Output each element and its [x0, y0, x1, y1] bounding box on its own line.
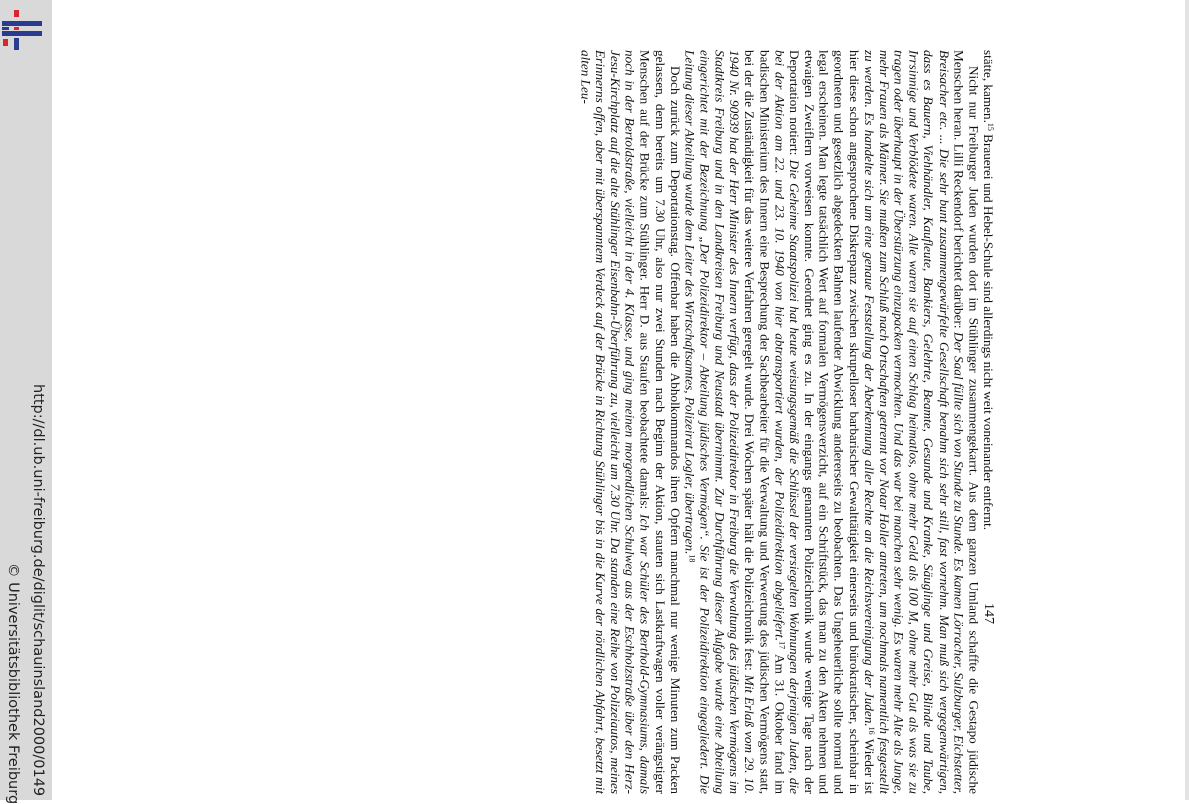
paragraph-1: stätte, kamen.$^{15}$ Brauerei und Hebel-Schule sind allerdings nicht weit voneinander entfernt.: [981, 50, 996, 531]
sidebar: [0, 0, 52, 804]
page-number: 147: [981, 603, 996, 624]
paragraph-2: Nicht nur Freiburger Juden wurden dort im Stühlinger zusammengekarrt. Aus dem ganzen Umland schaffte die Gestapo jüdische Menschen heran. Lilli Reckendorf berichtet darüber: Der Saal füllte sich von Stunde zu Stunde. Es kamen Lörracher, Sulzburger, Eichstetter, Breisacher etc. ... Die sehr bunt zusammengewürfelte Gesellschaft benahm sich sehr still, fast vornehm. Man muß sich vergegenwärtigen, dass es Bauern, Viehhändler, Kaufleute, Bankiers, Gelehrte, Beamte, Gesunde und Kranke, Säuglinge und Greise, Blinde und Taube, Irrsinnige und Verblödete waren. Alle waren sie auf einen Schlag heimatlos, ohne mehr Geld als 100 M, ohne mehr Gut als was sie zu tragen oder überhaupt in der Überstürzung einzupacken vermochten. Und das war bei manchen sehr wenig. Es waren mehr Alte als Junge, mehr Frauen als Männer. Sie mußten zum Schluß nach Ortschaften getrennt vor Notar Holler antreten, um nochmals namentlich festgestellt zu werden. Es handelte sich um eine genaue Feststellung der Aberkennung aller Rechte an die Reichsvereinigung der Juden.$^{16}$ Wieder ist hier diese schon angesprochene Diskrepanz zwischen skrupelloser barbarischer Gewalttätigkeit einerseits und bürokratischer, scheinbar in geordneten und gesetzlich abgedeckten Bahnen laufender Abwicklung andererseits zu beobachten. Das Ungeheuerliche sollte normal und legal erscheinen. Man legte tatsächlich Wert auf formalen Vermögensverzicht, auf ein Schriftstück, das man zu den Akten nehmen und etwaigen Zweiflern vorweisen konnte. Geordnet ging es zu. In der eingangs genannten Polizeichronik wurde wenige Tage nach der Deportation notiert: Die Geheime Staatspolizei hat heute weisungsgemäß die Schlüssel der versiegelten Wohnungen derjenigen Juden, die bei der Aktion am 22. und 23. 10. 1940 von hier abtransportiert wurden, der Polizeidirektion abgeliefert.$^{17}$ Am 31. Oktober fand im badischen Ministerium des Innern eine Besprechung der Sachbearbeiter für die Verwaltung und Verwertung des jüdischen Vermögens statt, bei der die Zuständigkeit für das weitere Verfahren geregelt wurde. Drei Wochen später hält die Polizeichronik fest: Mit Erlaß vom 29. 10. 1940 Nr. 90939 hat der Herr Minister des Innern verfügt, dass der Polizeidirektor in Freiburg die Verwaltung des jüdischen Vermögens im Stadtkreis Freiburg und in den Landkreisen Freiburg und Neustadt übernimmt. Zur Durchführung dieser Aufgabe wurde eine Abteilung eingerichtet mit der Bezeichnung „Der Polizeidirektor – Abteilung jüdisches Vermögen“. Sie ist der Polizeidirektion eingegliedert. Die Leitung dieser Abteilung wurde dem Leiter des Wirtschaftsamtes, Polizeirat Logler, übertragen.$^{18}$: [682, 50, 982, 794]
footnote-ref-16: 16: [866, 726, 876, 735]
university-library-logo: [0, 8, 44, 52]
paragraph-3: Doch zurück zum Deportationstag. Offenbar haben die Abholkommandos ihren Opfern manchmal nur wenige Minuten zum Packen gelassen, denn bereits um 7.30 Uhr, also nur zwei Stunden nach Beginn der Aktion, stauten sich Lastkraftwagen voller verängstigter Menschen auf der Brücke zum Stühlinger. Herr D. aus Staufen beobachtete damals: Ich war Schüler des Berthold-Gymnasiums, damals noch in der Bertoldstraße, vielleicht in der 4. Klasse, und ging meinen morgendlichen Schulweg aus der Eschholzstraße über den Herz-Jesu-Kirchplatz auf die alte Stühlinger Eisenbahn-Überführung zu, vielleicht um 7.30 Uhr. Da standen eine Reihe von Polizeiautos, meines Erinnerns offen, aber mit überspanntem Verdeck auf der Brücke in Richtung Stühlinger bis in die Kurve der nördlichen Abfahrt, besetzt mit alten Leu-: [578, 50, 683, 794]
document-url[interactable]: http://dl.ub.uni-freiburg.de/diglit/schauinsland2000/0149: [30, 384, 46, 797]
copyright-notice: © Universitätsbibliothek Freiburg: [5, 563, 21, 804]
quote-reckendorf: Der Saal füllte sich von Stunde zu Stunde. Es kamen Lörracher, Sulzburger, Eichstetter, Breisacher etc. ... Die sehr bunt zusammengewürfelte Gesellschaft benahm sich sehr still, fast vornehm. Man muß sich vergegenwärtigen, dass es Bauern, Viehhändler, Kaufleute, Bankiers, Gelehrte, Beamte, Gesunde und Kranke, Säuglinge und Greise, Blinde und Taube, Irrsinnige und Verblödete waren. Alle waren sie auf einen Schlag heimatlos, ohne mehr Geld als 100 M, ohne mehr Gut als was sie zu tragen oder überhaupt in der Überstürzung einzupacken vermochten. Und das war bei manchen sehr wenig. Es waren mehr Alte als Junge, mehr Frauen als Männer. Sie mußten zum Schluß nach Ortschaften getrennt vor Notar Holler antreten, um nochmals namentlich festgestellt zu werden. Es handelte sich um eine genaue Feststellung der Aberkennung aller Rechte an die Reichsvereinigung der Juden.: [861, 50, 967, 794]
quote-police-chronicle-1: Die Geheime Staatspolizei hat heute weisungsgemäß die Schlüssel der versiegelten Wohnungen derjenigen Juden, die bei der Aktion am 22. und 23. 10. 1940 von hier abtransportiert wurden, der Polizeidirektion abgeliefert.: [772, 50, 802, 794]
quote-police-chronicle-2: Mit Erlaß vom 29. 10. 1940 Nr. 90939 hat der Herr Minister des Innern verfügt, dass der Polizeidirektor in Freiburg die Verwaltung des jüdischen Vermögens im Stadtkreis Freiburg und in den Landkreisen Freiburg und Neustadt übernimmt. Zur Durchführung dieser Aufgabe wurde eine Abteilung eingerichtet mit der Bezeichnung „Der Polizeidirektor – Abteilung jüdisches Vermögen“. Sie ist der Polizeidirektion eingegliedert. Die Leitung dieser Abteilung wurde dem Leiter des Wirtschaftsamtes, Polizeirat Logler, übertragen.: [682, 50, 758, 794]
footnote-ref-15: 15: [986, 122, 996, 131]
footnote-ref-17: 17: [777, 641, 787, 650]
scrollbar-track[interactable]: [1185, 0, 1189, 800]
document-page: [247, 50, 996, 794]
footnote-ref-18: 18: [687, 554, 697, 563]
quote-herr-d: Ich war Schüler des Berthold-Gymnasiums, damals noch in der Bertoldstraße, vielleicht in der 4. Klasse, und ging meinen morgendlichen Schulweg aus der Eschholzstraße über den Herz-Jesu-Kirchplatz auf die alte Stühlinger Eisenbahn-Überführung zu, vielleicht um 7.30 Uhr. Da standen eine Reihe von Polizeiautos, meines Erinnerns offen, aber mit überspanntem Verdeck auf der Brücke in Richtung Stühlinger bis in die Kurve der nördlichen Abfahrt, besetzt mit alten Leu-: [578, 50, 653, 794]
